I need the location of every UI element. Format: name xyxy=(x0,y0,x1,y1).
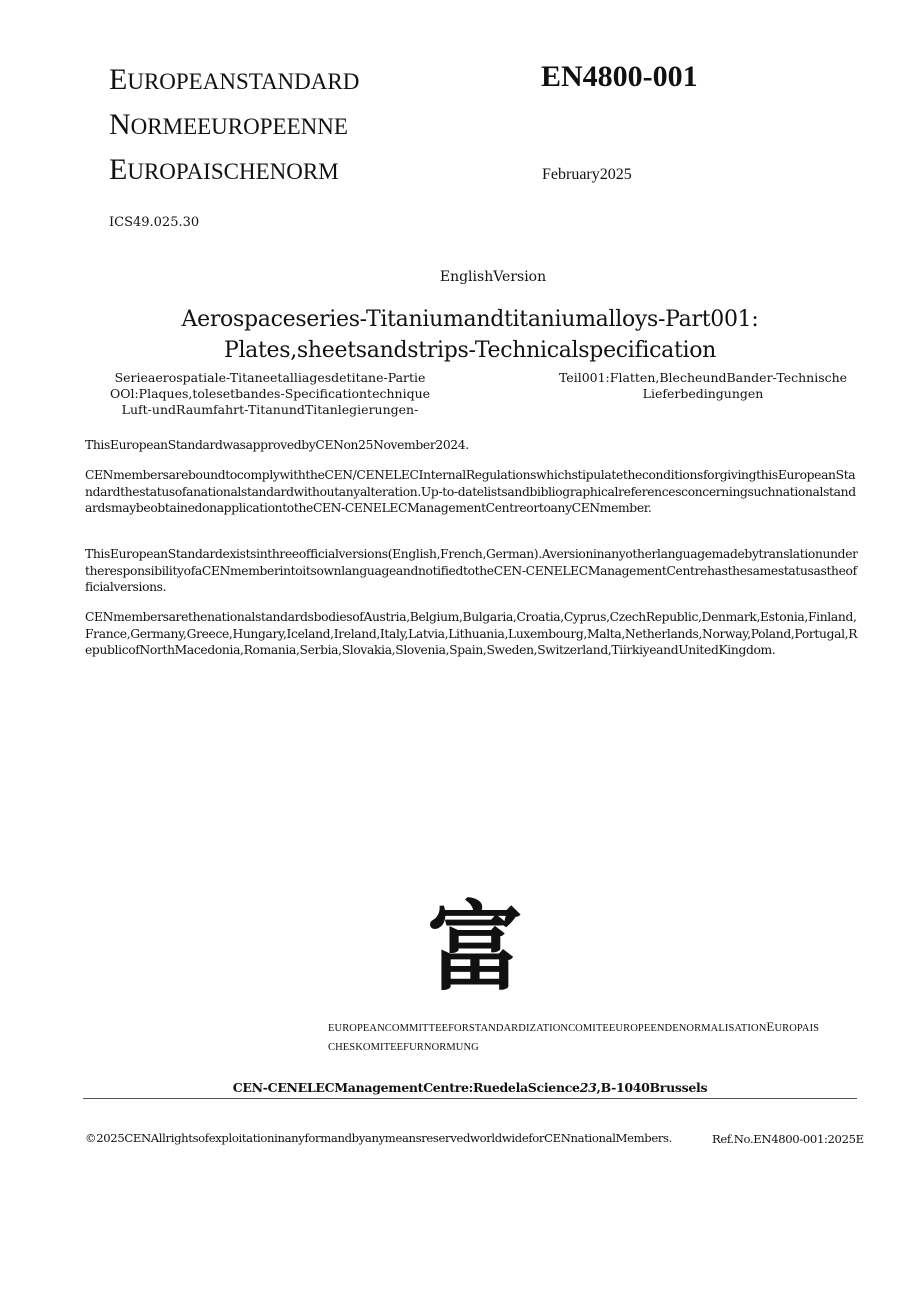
committee-line-1 xyxy=(328,1017,868,1038)
committee-names xyxy=(328,1017,868,1057)
publication-date: February2025 xyxy=(542,166,632,183)
french-subtitle-line-1: Serieaerospatiale-Titaneetalliagesdetitane-Partie xyxy=(114,370,426,385)
german-subtitle-line-2: Lieferbedingungen xyxy=(642,386,764,401)
standard-name-de xyxy=(109,148,439,193)
committee-line-1-tail: UROPAIS xyxy=(774,1023,820,1034)
committee-line-2: CHESKOMITEEFURNORMUNG xyxy=(328,1042,479,1053)
french-subtitle-line-3: Luft-undRaumfahrt-TitanundTitanlegierungen- xyxy=(121,402,419,417)
compliance-paragraph: CENmembersareboundtocomplywiththeCEN/CENELECInternalRegulationswhichstipulatetheconditionsforgivingthisEuropeanStandardthestatusofanationalstandardwithoutanyalteration.Up-to-datelistsandbibliographicalreferencesconcerningsuchnationalstandardsmaybeobtainedonapplicationtotheCEN-CENELECManagementCentreortoanyCENmember. xyxy=(85,468,856,515)
standard-name-en xyxy=(109,58,439,103)
committee-line-1-text: EUROPEANCOMMITTEEFORSTANDARDIZATIONCOMITEEUROPEENDENORMALISATION xyxy=(328,1023,767,1034)
ics-code: ICS49.025.30 xyxy=(109,215,200,230)
standard-name-fr xyxy=(109,103,439,148)
standard-name-en-rest: UROPEANSTANDARD xyxy=(127,69,360,94)
standard-name-de-rest: UROPAISCHENORM xyxy=(127,159,339,184)
address-number: 23 xyxy=(579,1080,597,1095)
standard-name-de-initial: E xyxy=(109,153,128,186)
document-title xyxy=(150,304,790,366)
standard-name-block xyxy=(109,58,439,193)
german-subtitle xyxy=(548,370,858,402)
logo-glyph: 富 xyxy=(427,891,523,1004)
version-label: EnglishVersion xyxy=(439,269,547,285)
title-line-1: Aerospaceseries-Titaniumandtitaniumalloys-Part001: xyxy=(181,307,759,332)
members-paragraph: CENmembersarethenationalstandardsbodiesofAustria,Belgium,Bulgaria,Croatia,Cyprus,CzechRepublic,Denmark,Estonia,Finland,France,Germany,Greece,Hungary,Iceland,Ireland,Italy,Latvia,Lithuania,Luxembourg,Malta,Netherlands,Norway,Poland,Portugal,RepublicofNorthMacedonia,Romania,Serbia,Slovakia,Slovenia,Spain,Sweden,Switzerland,TiirkiyeandUnitedKingdom. xyxy=(85,610,858,657)
cen-logo xyxy=(420,893,530,1003)
reference-number: Ref.No.EN4800-001:2025E xyxy=(712,1132,864,1146)
address-divider xyxy=(83,1098,857,1099)
german-subtitle-line-1: Teil001:Flatten,BlecheundBander-Technische xyxy=(558,370,848,385)
address-suffix: ,B-1040Brussels xyxy=(596,1080,708,1095)
approval-paragraph: ThisEuropeanStandardwasapprovedbyCENon25November2024. xyxy=(85,438,469,452)
title-line-2: Plates,sheetsandstrips-Technicalspecification xyxy=(223,338,717,363)
committee-line-1-initial: E xyxy=(766,1019,775,1034)
french-subtitle-line-2: OOl:Plaques,tolesetbandes-Specificationtechnique xyxy=(109,386,431,401)
management-centre-address xyxy=(83,1080,857,1095)
versions-paragraph: ThisEuropeanStandardexistsinthreeofficialversions(English,French,German).AversioninanyotherlanguagemadebytranslationundertheresponsibilityofaCENmemberintoitsownlanguageandnotifiedtotheCEN-CENELECManagementCentrehasthesamestatusastheofficialversions. xyxy=(85,547,858,594)
address-prefix: CEN-CENELECManagementCentre:RuedelaScience xyxy=(232,1080,580,1095)
standard-name-fr-rest: ORMEEUROPEENNE xyxy=(130,114,348,139)
french-subtitle xyxy=(100,370,440,418)
document-number: EN4800-001 xyxy=(541,60,698,93)
standard-name-fr-initial: N xyxy=(109,108,131,141)
copyright-notice: ©2025CENAllrightsofexploitationinanyformandbyanymeansreservedworldwideforCENnationalMembers. xyxy=(85,1131,672,1145)
standard-name-en-initial: E xyxy=(109,63,128,96)
